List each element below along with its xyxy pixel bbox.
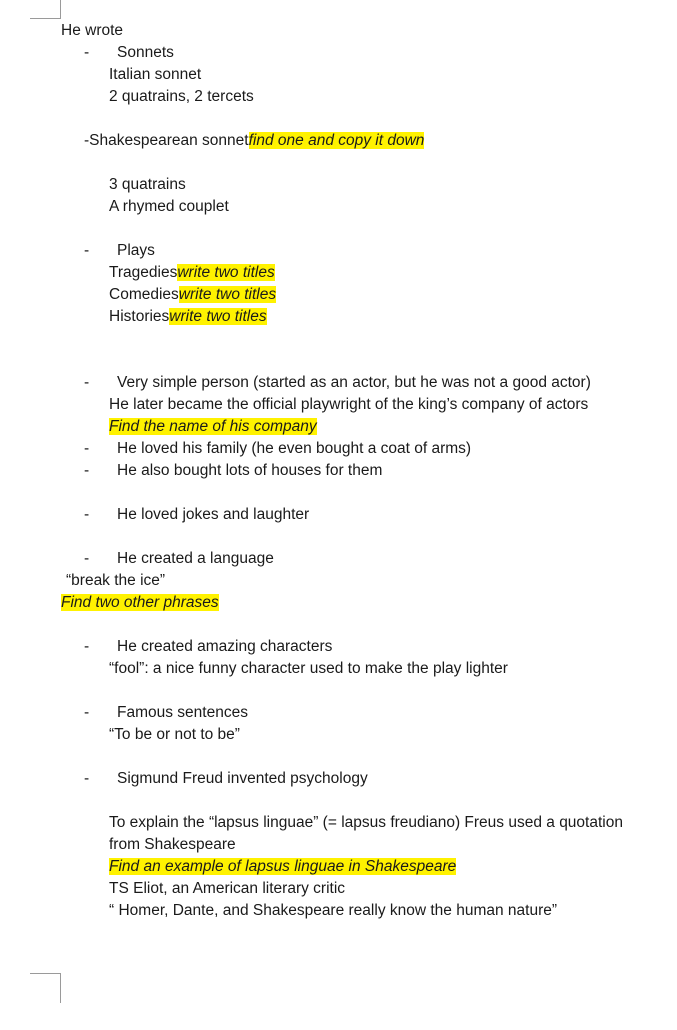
task-highlight: write two titles [178,286,277,303]
bullet-dash: - [84,638,90,655]
bullet-dash: - [84,132,90,149]
bullet-dash: - [84,242,90,259]
task-highlight: write two titles [177,264,275,281]
bullet-dash: - [84,550,90,567]
eliot-quote: “ Homer, Dante, and Shakespeare really know the human nature” [109,902,558,919]
characters-line: He created amazing characters [117,638,333,655]
italian-sonnet: Italian sonnet [109,66,202,83]
bullet-dash: - [84,462,90,479]
task-highlight: Find two other phrases [61,594,219,611]
rhymed-couplet: A rhymed couplet [109,198,229,215]
shakespearean-sonnet-line [84,130,424,152]
shakespearean-sonnet: Shakespearean sonnet [89,132,249,149]
task-highlight: Find the name of his company [109,418,317,435]
task-highlight: write two titles [169,308,267,325]
famous-sentences: Famous sentences [117,704,248,721]
bullet-dash: - [84,440,90,457]
task-phrases [61,592,219,614]
quatrains: 3 quatrains [109,176,186,193]
histories-line [109,306,267,328]
break-the-ice: “break the ice” [66,572,166,589]
italian-structure: 2 quatrains, 2 tercets [109,88,254,105]
tragedies: Tragedies [109,264,178,281]
histories: Histories [109,308,170,325]
bullet-dash: - [84,506,90,523]
task-company [109,416,317,438]
jokes-line: He loved jokes and laughter [117,506,310,523]
task-lapsus [109,856,456,878]
language-line: He created a language [117,550,274,567]
houses-line: He also bought lots of houses for them [117,462,383,479]
fool-line: “fool”: a nice funny character used to make the play lighter [109,660,508,677]
bullet-dash: - [84,44,90,61]
tragedies-line [109,262,275,284]
playwright-line: He later became the official playwright of the king’s company of actors [109,396,589,413]
crop-mark-bottom [30,973,61,1003]
simple-person: Very simple person (started as an actor, but he was not a good actor) [117,374,591,391]
lapsus-line-1: To explain the “lapsus linguae” (= lapsus freudiano) Freus used a quotation [109,814,623,831]
sonnets-heading: Sonnets [117,44,174,61]
freud-line: Sigmund Freud invented psychology [117,770,368,787]
task-highlight: Find an example of lapsus linguae in Shakespeare [109,858,457,875]
bullet-dash: - [84,770,90,787]
task-highlight: find one and copy it down [248,132,425,149]
bullet-dash: - [84,704,90,721]
plays-heading: Plays [117,242,155,259]
lapsus-line-2: from Shakespeare [109,836,236,853]
to-be-quote: “To be or not to be” [109,726,240,743]
eliot-line: TS Eliot, an American literary critic [109,880,346,897]
intro-line: He wrote [61,22,124,39]
crop-mark-top [30,0,61,19]
family-line: He loved his family (he even bought a coat of arms) [117,440,472,457]
bullet-dash: - [84,374,90,391]
comedies-line [109,284,276,306]
comedies: Comedies [109,286,179,303]
